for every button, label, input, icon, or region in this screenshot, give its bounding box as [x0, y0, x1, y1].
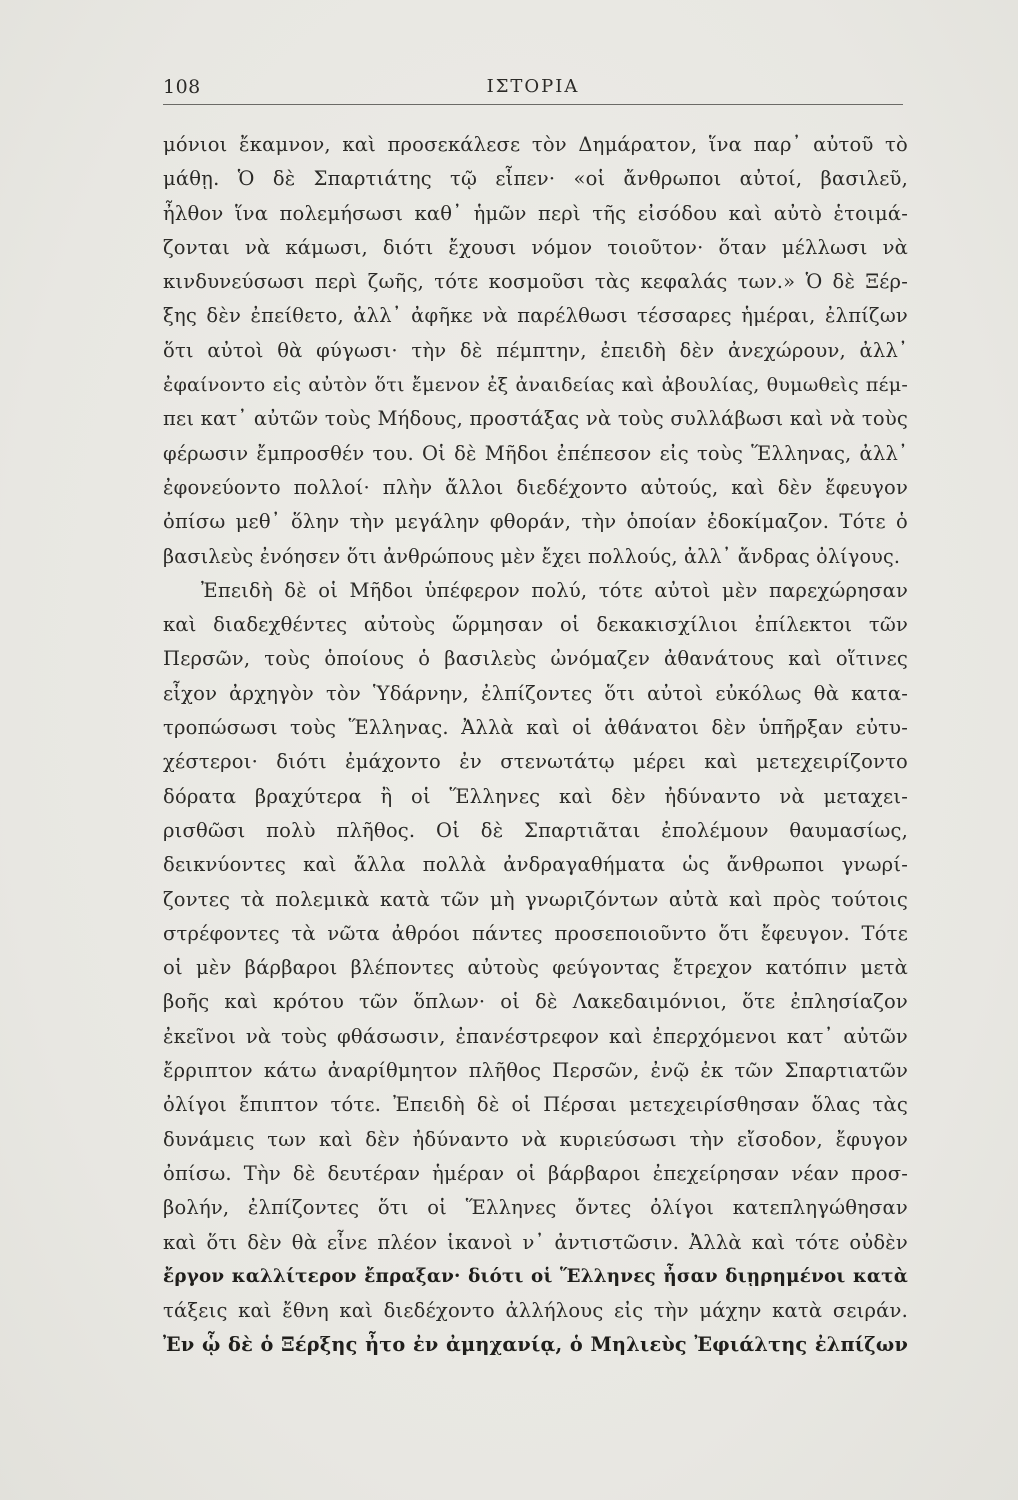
text-line: καὶ ὅτι δὲν θὰ εἶνε πλέον ἱκανοὶ ν᾽ ἀντιστῶσιν. Ἀλλὰ καὶ τότε οὐδὲν [163, 1230, 908, 1254]
body-text [163, 128, 908, 1363]
text-line: ζοντες τὰ πολεμικὰ κατὰ τῶν μὴ γνωριζόντων αὐτὰ καὶ πρὸς τούτοις [163, 887, 908, 911]
text-line: ὀπίσω μεθ᾽ ὅλην τὴν μεγάλην φθοράν, τὴν ὁποίαν ἐδοκίμαζον. Τότε ὁ [163, 510, 908, 534]
text-line: ζονται νὰ κάμωσι, διότι ἔχουσι νόμον τοιοῦτον· ὅταν μέλλωσι νὰ [163, 235, 908, 259]
text-line: βοῆς καὶ κρότου τῶν ὅπλων· οἱ δὲ Λακεδαιμόνιοι, ὅτε ἐπλησίαζον [163, 990, 908, 1014]
text-line: ἔργον καλλίτερον ἔπραξαν· διότι οἱ Ἕλληνες ἦσαν διῃρημένοι κατὰ [163, 1265, 908, 1287]
text-line: ἐφονεύοντο πολλοί· πλὴν ἄλλοι διεδέχοντο αὐτούς, καὶ δὲν ἔφευγον [163, 475, 908, 499]
text-line: Ἐν ᾧ δὲ ὁ Ξέρξης ἦτο ἐν ἀμηχανίᾳ, ὁ Μηλιεὺς Ἐφιάλτης ἐλπίζων [163, 1333, 908, 1357]
text-line: βασιλεὺς ἐνόησεν ὅτι ἀνθρώπους μὲν ἔχει πολλούς, ἀλλ᾽ ἄνδρας ὀλίγους. [163, 544, 901, 568]
text-line: ἐκεῖνοι νὰ τοὺς φθάσωσιν, ἐπανέστρεφον καὶ ἐπερχόμενοι κατ᾽ αὐτῶν [163, 1024, 908, 1048]
text-line: ρισθῶσι πολὺ πλῆθος. Οἱ δὲ Σπαρτιᾶται ἐπολέμουν θαυμασίως, [163, 818, 908, 842]
text-line: τάξεις καὶ ἔθνη καὶ διεδέχοντο ἀλλήλους εἰς τὴν μάχην κατὰ σειράν. [163, 1299, 908, 1323]
text-line: ἦλθον ἵνα πολεμήσωσι καθ᾽ ἡμῶν περὶ τῆς εἰσόδου καὶ αὐτὸ ἑτοιμά- [163, 201, 908, 225]
page-header [163, 72, 903, 106]
text-line: δεικνύοντες καὶ ἄλλα πολλὰ ἀνδραγαθήματα ὡς ἄνθρωποι γνωρί- [163, 853, 908, 877]
text-line: τροπώσωσι τοὺς Ἕλληνας. Ἀλλὰ καὶ οἱ ἀθάνατοι δὲν ὑπῆρξαν εὐτυ- [163, 716, 908, 740]
text-line: βολήν, ἐλπίζοντες ὅτι οἱ Ἕλληνες ὄντες ὀλίγοι κατεπληγώθησαν [163, 1196, 908, 1220]
text-line: μάθῃ. Ὁ δὲ Σπαρτιάτης τῷ εἶπεν· «οἱ ἄνθρωποι αὐτοί, βασιλεῦ, [163, 167, 908, 191]
text-line: δυνάμεις των καὶ δὲν ἠδύναντο νὰ κυριεύσωσι τὴν εἴσοδον, ἔφυγον [163, 1127, 908, 1151]
text-line: Ἐπειδὴ δὲ οἱ Μῆδοι ὑπέφερον πολύ, τότε αὐτοὶ μὲν παρεχώρησαν [201, 578, 908, 602]
text-line: Περσῶν, τοὺς ὁποίους ὁ βασιλεὺς ὠνόμαζεν ἀθανάτους καὶ οἵτινες [163, 647, 908, 671]
text-line: οἱ μὲν βάρβαροι βλέποντες αὐτοὺς φεύγοντας ἔτρεχον κατόπιν μετὰ [163, 956, 908, 980]
text-line: δόρατα βραχύτερα ἢ οἱ Ἕλληνες καὶ δὲν ἠδύναντο νὰ μεταχει- [163, 784, 908, 808]
text-line: μόνιοι ἔκαμνον, καὶ προσεκάλεσε τὸν Δημάρατον, ἵνα παρ᾽ αὐτοῦ τὸ [163, 133, 908, 156]
text-line: ξης δὲν ἐπείθετο, ἀλλ᾽ ἀφῆκε νὰ παρέλθωσι τέσσαρες ἡμέραι, ἐλπίζων [163, 304, 908, 328]
text-line: ἐφαίνοντο εἰς αὐτὸν ὅτι ἔμενον ἐξ ἀναιδείας καὶ ἀβουλίας, θυμωθεὶς πέμ- [163, 373, 908, 397]
text-line: φέρωσιν ἔμπροσθέν του. Οἱ δὲ Μῆδοι ἐπέπεσον εἰς τοὺς Ἕλληνας, ἀλλ᾽ [163, 441, 908, 465]
text-line: πει κατ᾽ αὐτῶν τοὺς Μήδους, προστάξας νὰ τοὺς συλλάβωσι καὶ νὰ τοὺς [163, 407, 908, 431]
running-title: ΙΣΤΟΡΙΑ [486, 76, 580, 97]
text-line: καὶ διαδεχθέντες αὐτοὺς ὥρμησαν οἱ δεκακισχίλιοι ἐπίλεκτοι τῶν [163, 613, 908, 637]
text-line: κινδυνεύσωσι περὶ ζωῆς, τότε κοσμοῦσι τὰς κεφαλάς των.» Ὁ δὲ Ξέρ- [163, 270, 908, 294]
header-rule [163, 104, 903, 105]
text-line: ὀπίσω. Τὴν δὲ δευτέραν ἡμέραν οἱ βάρβαροι ἐπεχείρησαν νέαν προσ- [163, 1161, 908, 1185]
text-line: στρέφοντες τὰ νῶτα ἀθρόοι πάντες προσεποιοῦντο ὅτι ἔφευγον. Τότε [163, 921, 908, 945]
text-line: ὀλίγοι ἔπιπτον τότε. Ἐπειδὴ δὲ οἱ Πέρσαι μετεχειρίσθησαν ὅλας τὰς [163, 1093, 908, 1117]
text-line: εἶχον ἀρχηγὸν τὸν Ὑδάρνην, ἐλπίζοντες ὅτι αὐτοὶ εὐκόλως θὰ κατα- [163, 681, 908, 705]
page-number: 108 [163, 76, 201, 98]
text-line: ὅτι αὐτοὶ θὰ φύγωσι· τὴν δὲ πέμπτην, ἐπειδὴ δὲν ἀνεχώρουν, ἀλλ᾽ [163, 338, 908, 362]
text-line: ἔρριπτον κάτω ἀναρίθμητον πλῆθος Περσῶν, ἐνῷ ἐκ τῶν Σπαρτιατῶν [163, 1059, 908, 1083]
text-line: χέστεροι· διότι ἐμάχοντο ἐν στενωτάτῳ μέρει καὶ μετεχειρίζοντο [163, 750, 908, 774]
